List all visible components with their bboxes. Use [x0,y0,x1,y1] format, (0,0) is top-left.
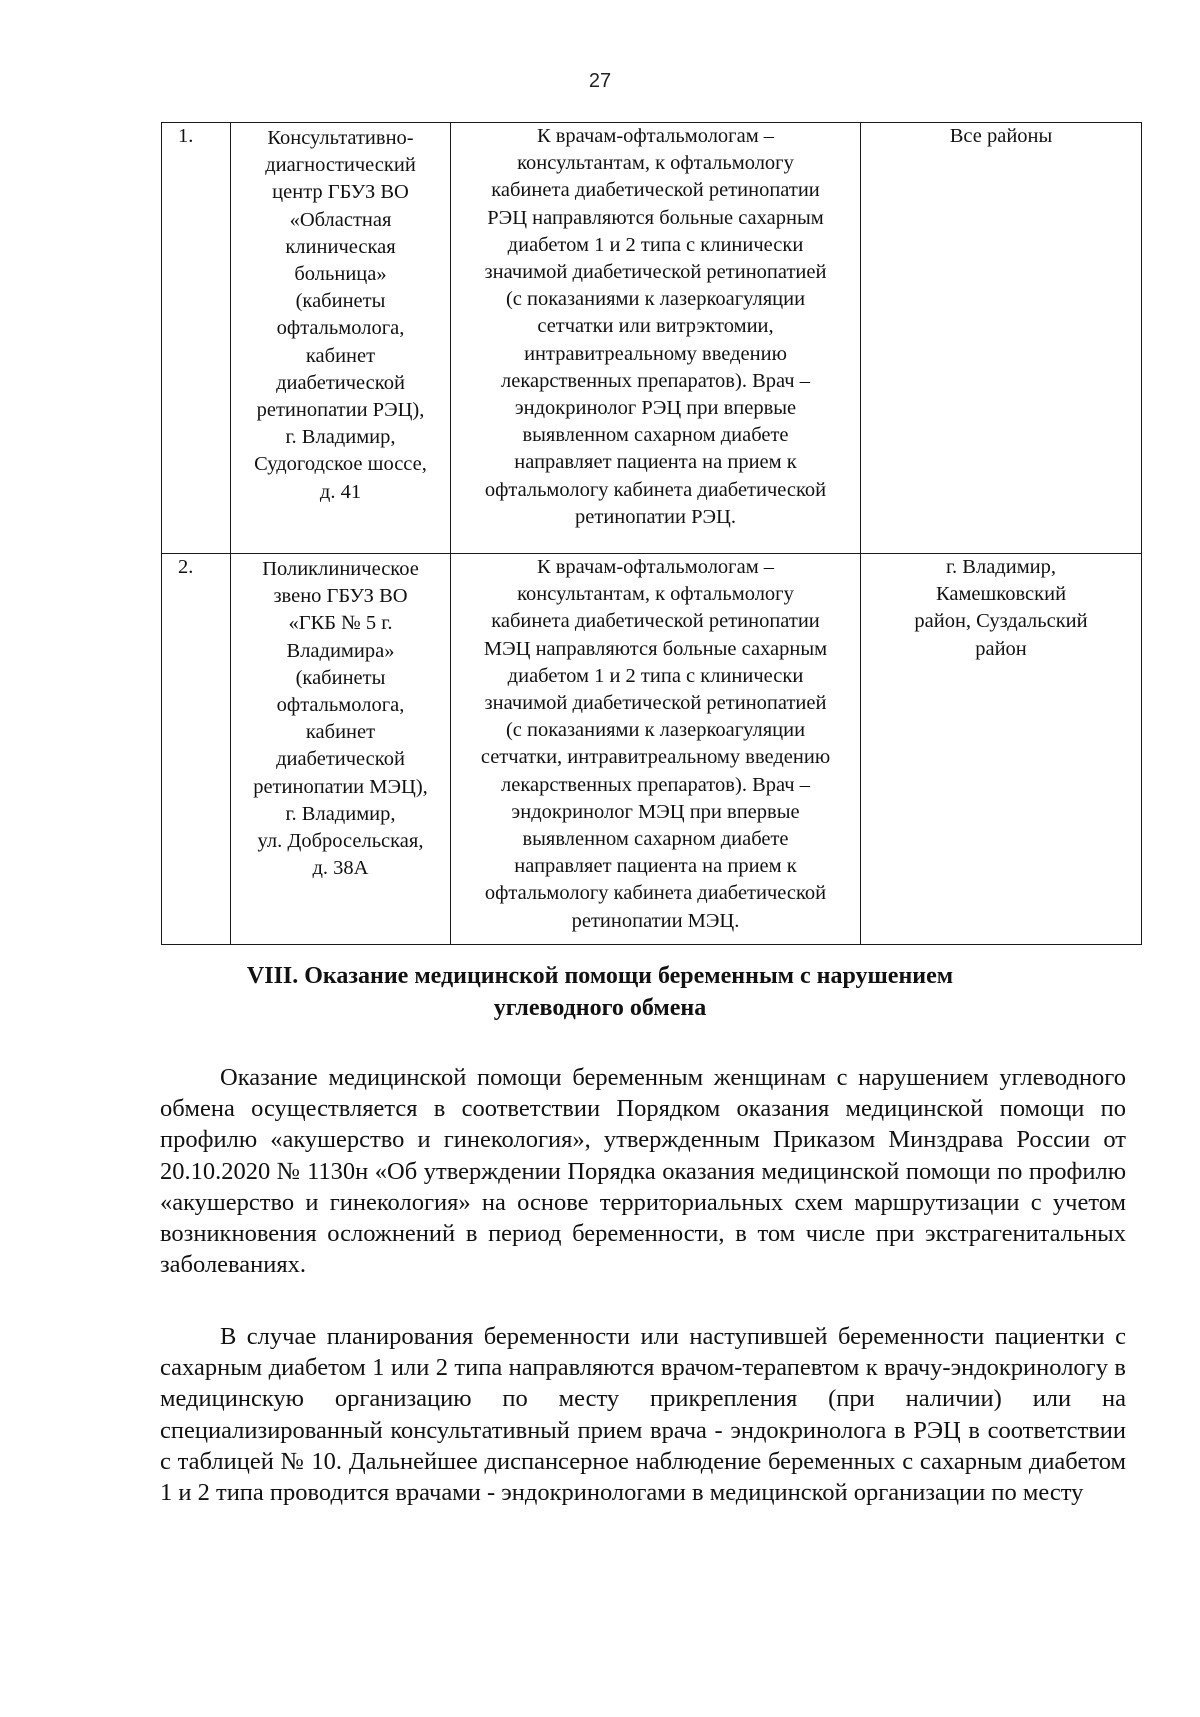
section-heading-line: углеводного обмена [493,995,707,1021]
areas-cell: г. Владимир, Камешковский район, Суздальский район [861,554,1142,945]
routing-table [161,122,1142,945]
organization-cell: Консультативно- диагностический центр ГБУЗ ВО «Областная клиническая больница» (кабинеты офтальмолога, кабинет диабетической ретинопатии РЭЦ), г. Владимир, Судогодское шоссе, д. 41 [231,123,451,554]
table-row [162,554,1142,945]
section-heading-line: VIII. Оказание медицинской помощи беременным с нарушением [246,963,954,989]
row-number: 1. [162,123,231,554]
table-row [162,123,1142,554]
row-number: 2. [162,554,231,945]
body-paragraph: В случае планирования беременности или наступившей беременности пациентки с сахарным диабетом 1 или 2 типа направляются врачом-терапевтом к врачу-эндокринологу в медицинскую организацию по месту прикрепления (при наличии) или на специализированный консультативный прием врача - эндокринолога в РЭЦ в соответствии с таблицей № 10. Дальнейшее диспансерное наблюдение беременных с сахарным диабетом 1 и 2 типа проводится врачами - эндокринологами в медицинской организации по месту [160,1323,1126,1507]
section-heading [200,960,1000,1024]
organization-cell: Поликлиническое звено ГБУЗ ВО «ГКБ № 5 г. Владимира» (кабинеты офтальмолога, кабинет диабетической ретинопатии МЭЦ), г. Владимир, ул. Добросельская, д. 38А [231,554,451,945]
description-cell: К врачам-офтальмологам – консультантам, к офтальмологу кабинета диабетической ретинопатии МЭЦ направляются больные сахарным диабетом 1 и 2 типа с клинически значимой диабетической ретинопатией (с показаниями к лазеркоагуляции сетчатки, интравитреальному введению лекарственных препаратов). Врач – эндокринолог МЭЦ при впервые выявленном сахарном диабете направляет пациента на прием к офтальмологу кабинета диабетической ретинопатии МЭЦ. [451,554,861,945]
areas-cell: Все районы [861,123,1142,554]
description-cell: К врачам-офтальмологам – консультантам, к офтальмологу кабинета диабетической ретинопатии РЭЦ направляются больные сахарным диабетом 1 и 2 типа с клинически значимой диабетической ретинопатией (с показаниями к лазеркоагуляции сетчатки или витрэктомии, интравитреальному введению лекарственных препаратов). Врач – эндокринолог РЭЦ при впервые выявленном сахарном диабете направляет пациента на прием к офтальмологу кабинета диабетической ретинопатии РЭЦ. [451,123,861,554]
page-number: 27 [588,70,612,92]
body-paragraph: Оказание медицинской помощи беременным женщинам с нарушением углеводного обмена осуществляется в соответствии Порядком оказания медицинской помощи по профилю «акушерство и гинекология», утвержденным Приказом Минздрава России от 20.10.2020 № 1130н «Об утверждении Порядка оказания медицинской помощи по профилю «акушерство и гинекология» на основе территориальных схем маршрутизации с учетом возникновения осложнений в период беременности, в том числе при экстрагенитальных заболеваниях. [160,1064,1126,1279]
